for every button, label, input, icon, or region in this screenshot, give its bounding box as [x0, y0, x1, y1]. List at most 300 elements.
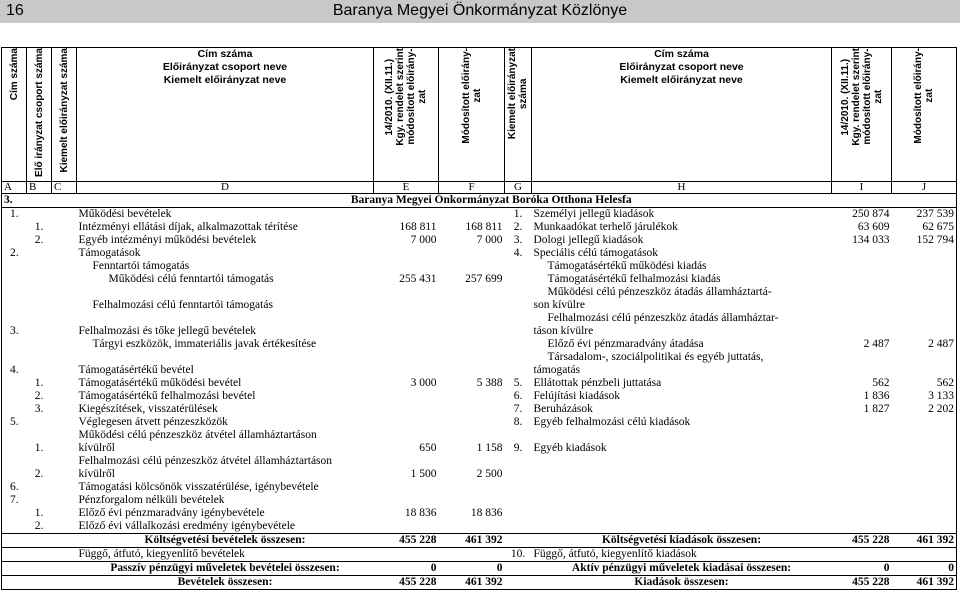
- header-row: [2, 48, 957, 182]
- cell-c: [52, 520, 77, 534]
- cell-e: 18 836: [404, 506, 437, 519]
- table-row: [2, 377, 957, 390]
- cell-f: [439, 299, 505, 312]
- cell-c: [52, 273, 77, 286]
- cell-j: 2 487: [892, 338, 957, 351]
- cell-h: [532, 507, 832, 520]
- cell-a: 2.: [2, 247, 27, 260]
- cell-e: [374, 481, 439, 494]
- table-row: [2, 507, 957, 520]
- cell-h: [532, 455, 832, 468]
- cell-h: Felhalmozási célú pénzeszköz átadás államháztar-: [547, 311, 779, 324]
- cell-g: [505, 481, 532, 494]
- cell-c: [52, 299, 77, 312]
- table-row: [2, 221, 957, 234]
- cell-a: [2, 351, 27, 364]
- cell-h: son kívülre: [533, 298, 585, 311]
- cell-c: [52, 338, 77, 351]
- table-row: [2, 494, 957, 507]
- cell-e: [374, 364, 439, 377]
- cell-b: 1.: [34, 376, 44, 389]
- cell-h: Előző évi pénzmaradvány átadása: [547, 337, 704, 350]
- cell-e: [374, 286, 439, 299]
- cell-e: 650: [419, 441, 437, 454]
- cell-c: [52, 442, 77, 455]
- cell-j: [892, 260, 957, 273]
- revenue-total-f: 461 392: [439, 575, 505, 589]
- cell-g: 2.: [513, 220, 523, 233]
- cell-e: [374, 416, 439, 429]
- cell-g: 3.: [513, 233, 523, 246]
- cell-d: Működési célú fenntartói támogatás: [108, 272, 274, 285]
- cell-f: 7 000: [476, 233, 503, 246]
- cell-d: kívülről: [78, 467, 115, 480]
- cell-i: 2 487: [863, 337, 890, 350]
- total-row-budget: [2, 533, 957, 547]
- cell-f: 168 811: [465, 220, 503, 233]
- cell-c: [52, 429, 77, 442]
- cell-b: [27, 207, 52, 221]
- cell-d: Támogatásértékű felhalmozási bevétel: [78, 389, 256, 402]
- cell-e: [374, 247, 439, 260]
- cell-a: [2, 221, 27, 234]
- cell-h: [532, 520, 832, 534]
- cell-b: [27, 351, 52, 364]
- header-col-d: Cím száma Előirányzat csoport neve Kiemelt előirányzat neve: [77, 48, 374, 182]
- column-letter-row: [2, 181, 957, 193]
- cell-g: [505, 273, 532, 286]
- cell-i: [832, 325, 892, 338]
- header-col-a: Cím száma: [2, 48, 27, 182]
- cell-d: Tárgyi eszközök, immateriális javak értékesítése: [92, 337, 317, 350]
- total-row-financial: [2, 561, 957, 575]
- cell-i: [832, 260, 892, 273]
- table-row: [2, 299, 957, 312]
- cell-g: [505, 468, 532, 481]
- letter-d: D: [77, 181, 374, 193]
- cell-h: Támogatásértékű felhalmozási kiadás: [547, 272, 721, 285]
- cell-d: Véglegesen átvett pénzeszközök: [78, 415, 228, 428]
- cell-c: [52, 247, 77, 260]
- cell-a: 7.: [2, 494, 27, 507]
- cell-e: [374, 455, 439, 468]
- cell-a: 6.: [2, 481, 27, 494]
- cell-d: Támogatások: [78, 246, 141, 259]
- cell-b: 2.: [34, 389, 44, 402]
- table-row: [2, 286, 957, 299]
- table-row: [2, 455, 957, 468]
- cell-a: [2, 234, 27, 247]
- cell-a: 3.: [2, 325, 27, 338]
- cell-i: [832, 481, 892, 494]
- cell-h: Társadalom-, szociálpolitikai és egyéb juttatás,: [547, 350, 764, 363]
- cell-g: [505, 338, 532, 351]
- cell-f: [439, 416, 505, 429]
- cell-j: [892, 507, 957, 520]
- letter-i: I: [832, 181, 892, 193]
- header-col-c: Kiemelt előirányzat száma: [52, 48, 77, 182]
- cell-i: [832, 351, 892, 364]
- table-row: [2, 403, 957, 416]
- cell-j: [892, 429, 957, 442]
- cell-i: [832, 520, 892, 534]
- cell-i: 1 836: [863, 389, 890, 402]
- table-row: [2, 364, 957, 377]
- total-row-grand: [2, 575, 957, 589]
- cell-a: [2, 312, 27, 325]
- cell-d: [77, 286, 374, 299]
- cell-f: [439, 429, 505, 442]
- publication-title: Baranya Megyei Önkormányzat Közlönye: [332, 2, 628, 19]
- cell-e: [374, 390, 439, 403]
- cell-d: [77, 351, 374, 364]
- cell-i: 134 033: [852, 233, 890, 246]
- cell-a: [2, 507, 27, 520]
- cell-h: Egyéb kiadások: [533, 441, 607, 454]
- active-expense-j: 0: [892, 561, 957, 575]
- cell-c: [52, 481, 77, 494]
- header-col-g: Kiemelt előirányzat száma: [505, 48, 532, 182]
- cell-j: [892, 247, 957, 260]
- cell-d: Előző évi pénzmaradvány igénybevétele: [78, 506, 265, 519]
- cell-a: [2, 338, 27, 351]
- cell-b: 2.: [34, 467, 44, 480]
- cell-h: Speciális célú támogatások: [533, 246, 659, 259]
- cell-j: [892, 520, 957, 534]
- cell-f: [439, 207, 505, 221]
- table-row: [2, 247, 957, 260]
- cell-g: [505, 260, 532, 273]
- cell-h: Felújítási kiadások: [533, 389, 621, 402]
- cell-h: [532, 494, 832, 507]
- pending-revenue-label: Függő, átfutó, kiegyenlítő bevételek: [77, 547, 374, 561]
- cell-i: [832, 494, 892, 507]
- expense-total-i: 455 228: [832, 575, 892, 589]
- cell-g: 7.: [513, 402, 523, 415]
- cell-b: [27, 260, 52, 273]
- cell-i: 1 827: [863, 402, 890, 415]
- cell-g: [505, 429, 532, 442]
- cell-a: 5.: [2, 416, 27, 429]
- cell-e: 7 000: [410, 233, 437, 246]
- cell-a: [2, 286, 27, 299]
- table-row: [2, 234, 957, 247]
- cell-c: [52, 312, 77, 325]
- cell-e: [374, 520, 439, 534]
- table-row: [2, 442, 957, 455]
- cell-j: [892, 286, 957, 299]
- institution-number: 3.: [2, 193, 27, 207]
- cell-c: [52, 468, 77, 481]
- page-header-bar: [0, 0, 960, 23]
- cell-f: [439, 325, 505, 338]
- table-row: [2, 260, 957, 273]
- cell-b: [27, 273, 52, 286]
- table-row: [2, 207, 957, 221]
- cell-i: [832, 416, 892, 429]
- cell-f: 5 388: [476, 376, 503, 389]
- table-row: [2, 351, 957, 364]
- cell-i: 250 874: [852, 207, 890, 220]
- table-row: [2, 416, 957, 429]
- cell-j: [892, 351, 957, 364]
- cell-f: [439, 455, 505, 468]
- letter-f: F: [439, 181, 505, 193]
- cell-h: támogatás: [533, 363, 581, 376]
- cell-c: [52, 403, 77, 416]
- cell-c: [52, 351, 77, 364]
- cell-f: [439, 390, 505, 403]
- cell-e: [374, 338, 439, 351]
- cell-j: 562: [892, 377, 957, 390]
- cell-i: 562: [872, 376, 890, 389]
- cell-j: [892, 442, 957, 455]
- cell-d: Intézményi ellátási díjak, alkalmazottak térítése: [78, 220, 298, 233]
- cell-i: [832, 273, 892, 286]
- cell-h: Személyi jellegű kiadások: [533, 207, 655, 220]
- cell-h: Ellátottak pénzbeli juttatása: [533, 376, 662, 389]
- cell-j: [892, 481, 957, 494]
- cell-b: 3.: [34, 402, 44, 415]
- cell-h: Egyéb felhalmozási célú kiadások: [533, 415, 691, 428]
- cell-c: [52, 234, 77, 247]
- cell-c: [52, 286, 77, 299]
- cell-f: [439, 364, 505, 377]
- cell-b: [27, 494, 52, 507]
- cell-h: [532, 481, 832, 494]
- cell-i: [832, 455, 892, 468]
- cell-d: Pénzforgalom nélküli bevételek: [78, 493, 225, 506]
- budget-expense-j: 461 392: [892, 533, 957, 547]
- budget-revenue-label: Költségvetési bevételek összesen:: [77, 533, 374, 547]
- cell-c: [52, 221, 77, 234]
- budget-expense-label: Költségvetési kiadások összesen:: [532, 533, 832, 547]
- cell-g: 1.: [513, 207, 523, 220]
- cell-e: [374, 351, 439, 364]
- cell-g: [505, 351, 532, 364]
- cell-a: [2, 468, 27, 481]
- cell-b: [27, 247, 52, 260]
- cell-d: Felhalmozási és tőke jellegű bevételek: [78, 324, 257, 337]
- cell-j: [892, 416, 957, 429]
- cell-a: [2, 390, 27, 403]
- expense-total-label: Kiadások összesen:: [532, 575, 832, 589]
- passive-revenue-label: Passzív pénzügyi műveletek bevételei összesen:: [77, 561, 374, 575]
- cell-h: Működési célú pénzeszköz átadás államháztartá-: [547, 285, 772, 298]
- cell-c: [52, 207, 77, 221]
- cell-i: [832, 247, 892, 260]
- cell-g: [505, 299, 532, 312]
- cell-h: Munkaadókat terhelő járulékok: [533, 220, 678, 233]
- cell-j: [892, 299, 957, 312]
- cell-a: [2, 442, 27, 455]
- cell-e: [374, 207, 439, 221]
- passive-revenue-f: 0: [439, 561, 505, 575]
- cell-g: 5.: [513, 376, 523, 389]
- letter-h: H: [532, 181, 832, 193]
- cell-a: [2, 260, 27, 273]
- pending-expense-label: Függő, átfutó, kiegyenlítő kiadások: [532, 547, 832, 561]
- cell-i: 63 609: [857, 220, 890, 233]
- cell-c: [52, 416, 77, 429]
- cell-g: 8.: [513, 415, 523, 428]
- cell-b: [27, 364, 52, 377]
- cell-g: [505, 325, 532, 338]
- cell-f: 257 699: [465, 272, 503, 285]
- cell-j: [892, 468, 957, 481]
- cell-i: [832, 364, 892, 377]
- cell-b: [27, 481, 52, 494]
- cell-f: [439, 286, 505, 299]
- header-col-j: Módosított előirány- zat: [892, 48, 957, 182]
- cell-c: [52, 260, 77, 273]
- institution-row: [2, 193, 957, 207]
- cell-b: 2.: [34, 519, 44, 532]
- active-expense-label: Aktív pénzügyi műveletek kiadásai összesen:: [532, 561, 832, 575]
- cell-f: [439, 351, 505, 364]
- cell-e: [374, 429, 439, 442]
- cell-g: [505, 286, 532, 299]
- letter-b: B: [27, 181, 52, 193]
- cell-e: 3 000: [410, 376, 437, 389]
- cell-e: [374, 403, 439, 416]
- cell-e: 1 500: [410, 467, 437, 480]
- cell-e: 168 811: [399, 220, 437, 233]
- table-row: [2, 429, 957, 442]
- cell-a: 4.: [2, 364, 27, 377]
- cell-b: [27, 325, 52, 338]
- cell-f: [439, 260, 505, 273]
- cell-j: [892, 325, 957, 338]
- cell-j: 2 202: [892, 403, 957, 416]
- cell-e: 255 431: [399, 272, 437, 285]
- cell-d: Előző évi vállalkozási eredmény igénybevétele: [78, 519, 295, 532]
- cell-g: [505, 494, 532, 507]
- table-row: [2, 520, 957, 534]
- total-row-pending: [2, 547, 957, 561]
- cell-d: Fenntartói támogatás: [92, 259, 190, 272]
- cell-b: [27, 416, 52, 429]
- cell-h: [532, 429, 832, 442]
- table-body: [2, 207, 957, 533]
- cell-j: 62 675: [892, 221, 957, 234]
- header-col-h: Cím száma Előirányzat csoport neve Kiemelt előirányzat neve: [532, 48, 832, 182]
- cell-c: [52, 364, 77, 377]
- cell-h: Beruházások: [533, 402, 593, 415]
- cell-b: [27, 286, 52, 299]
- cell-f: [439, 520, 505, 534]
- cell-f: [439, 312, 505, 325]
- table-row: [2, 468, 957, 481]
- cell-d: Működési bevételek: [78, 207, 172, 220]
- cell-d: Egyéb intézményi működési bevételek: [78, 233, 257, 246]
- cell-i: [832, 299, 892, 312]
- cell-e: [374, 299, 439, 312]
- institution-name: Baranya Megyei Önkormányzat Boróka Otthona Helesfa: [27, 193, 957, 207]
- header-col-e: 14/2010. (XII.11.) Kgy. rendelet szerint módosított előirány- zat: [374, 48, 439, 182]
- cell-a: [2, 403, 27, 416]
- letter-j: J: [892, 181, 957, 193]
- cell-g: [505, 520, 532, 534]
- cell-f: [439, 338, 505, 351]
- cell-f: 18 836: [470, 506, 503, 519]
- budget-revenue-e: 455 228: [374, 533, 439, 547]
- cell-f: [439, 494, 505, 507]
- cell-a: [2, 377, 27, 390]
- cell-j: [892, 273, 957, 286]
- cell-f: [439, 481, 505, 494]
- cell-h: táson kívülre: [533, 324, 594, 337]
- cell-a: [2, 455, 27, 468]
- cell-d: Támogatásértékű bevétel: [78, 363, 194, 376]
- cell-f: 1 158: [476, 441, 503, 454]
- cell-h: Dologi jellegű kiadások: [533, 233, 644, 246]
- cell-e: [374, 325, 439, 338]
- header-col-b: Elő irányzat csoport száma: [27, 48, 52, 182]
- cell-i: [832, 286, 892, 299]
- cell-g: [505, 364, 532, 377]
- cell-g: 4.: [513, 246, 523, 259]
- revenue-total-e: 455 228: [374, 575, 439, 589]
- revenue-total-label: Bevételek összesen:: [77, 575, 374, 589]
- passive-revenue-e: 0: [374, 561, 439, 575]
- letter-e: E: [374, 181, 439, 193]
- cell-b: [27, 312, 52, 325]
- budget-expense-i: 455 228: [832, 533, 892, 547]
- budget-table: [1, 47, 957, 590]
- cell-i: [832, 468, 892, 481]
- letter-c: C: [52, 181, 77, 193]
- cell-g: 6.: [513, 389, 523, 402]
- cell-e: [374, 312, 439, 325]
- cell-j: [892, 494, 957, 507]
- header-col-f: Módosított előirány- zat: [439, 48, 505, 182]
- cell-f: [439, 403, 505, 416]
- cell-d: Támogatásértékű működési bevétel: [78, 376, 242, 389]
- cell-h: Támogatásértékű működési kiadás: [547, 259, 707, 272]
- cell-j: [892, 312, 957, 325]
- cell-b: [27, 429, 52, 442]
- expense-total-j: 461 392: [892, 575, 957, 589]
- cell-d: Felhalmozási célú fenntartói támogatás: [92, 298, 273, 311]
- cell-b: 1.: [34, 506, 44, 519]
- cell-a: [2, 273, 27, 286]
- cell-g: 9.: [513, 441, 523, 454]
- cell-b: [27, 338, 52, 351]
- cell-j: [892, 455, 957, 468]
- cell-f: [439, 247, 505, 260]
- cell-i: [832, 429, 892, 442]
- cell-d: [77, 312, 374, 325]
- cell-d: kívülről: [78, 441, 115, 454]
- header-col-i: 14/2010. (XII.11.) Kgy. rendelet szerint módosított előirány- zat: [832, 48, 892, 182]
- cell-b: 2.: [34, 233, 44, 246]
- table-row: [2, 481, 957, 494]
- cell-c: [52, 377, 77, 390]
- cell-d: Kiegészítések, visszatérülések: [78, 402, 218, 415]
- cell-d: Működési célú pénzeszköz átvétel államháztartáson: [78, 428, 317, 441]
- letter-a: A: [2, 181, 27, 193]
- cell-h: [532, 468, 832, 481]
- cell-i: [832, 312, 892, 325]
- cell-e: [374, 260, 439, 273]
- cell-c: [52, 494, 77, 507]
- cell-b: [27, 299, 52, 312]
- cell-a: 1.: [2, 207, 27, 221]
- cell-b: [27, 455, 52, 468]
- cell-j: 237 539: [892, 207, 957, 221]
- cell-g: [505, 507, 532, 520]
